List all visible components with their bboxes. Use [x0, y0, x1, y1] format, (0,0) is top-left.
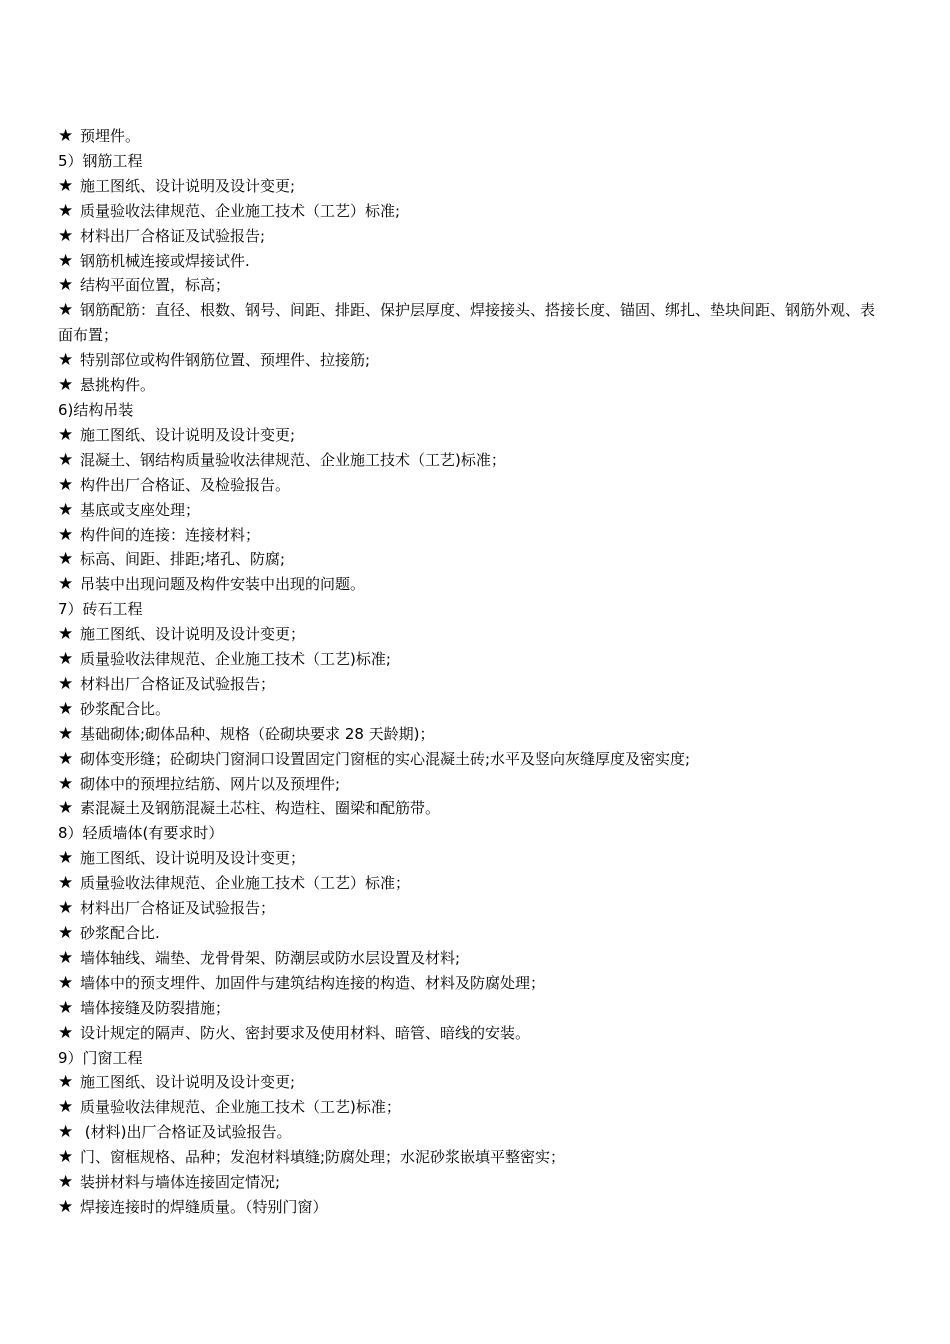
- list-item: [58, 971, 886, 996]
- list-item-text: 砌体中的预埋拉结筋、网片以及预埋件;: [80, 774, 341, 793]
- list-item: [58, 423, 886, 448]
- list-item-text: 砂浆配合比。: [80, 699, 171, 718]
- list-item: [58, 672, 886, 697]
- section-heading: 7）砖石工程: [58, 600, 143, 619]
- list-item-text: 构件间的连接：连接材料；: [80, 525, 261, 544]
- list-item: [58, 921, 886, 946]
- star-bullet-icon: ★: [58, 972, 74, 993]
- star-bullet-icon: ★: [58, 250, 74, 271]
- star-bullet-icon: ★: [58, 723, 74, 744]
- list-item-text: 装拼材料与墙体连接固定情况;: [80, 1173, 281, 1192]
- list-item-text: 施工图纸、设计说明及设计变更;: [80, 425, 296, 444]
- list-item: [58, 448, 886, 473]
- list-item: [58, 747, 886, 772]
- star-bullet-icon: ★: [58, 798, 74, 819]
- star-bullet-icon: ★: [58, 126, 74, 146]
- list-item-text: 墙体轴线、端垫、龙骨骨架、防潮层或防水层设置及材料;: [80, 948, 461, 967]
- star-bullet-icon: ★: [58, 748, 74, 769]
- star-bullet-icon: ★: [58, 200, 74, 221]
- star-bullet-icon: ★: [58, 375, 74, 396]
- document-page: [58, 124, 898, 1220]
- list-item-text: 素混凝土及钢筋混凝土芯柱、构造柱、圈梁和配筋带。: [80, 799, 441, 818]
- star-bullet-icon: ★: [58, 1097, 74, 1118]
- list-item-text: 门、窗框规格、品种；发泡材料填缝;防腐处理；水泥砂浆嵌填平整密实；: [80, 1148, 566, 1167]
- list-item: [58, 523, 886, 548]
- list-item-text: 材料出厂合格证及试验报告;: [80, 226, 266, 245]
- section-heading: 6)结构吊装: [58, 400, 134, 419]
- list-item: [58, 572, 886, 597]
- list-item-text: 施工图纸、设计说明及设计变更;: [80, 1073, 296, 1092]
- section-heading: 8）轻质墙体(有要求时）: [58, 824, 224, 843]
- star-bullet-icon: ★: [58, 673, 74, 694]
- star-bullet-icon: ★: [58, 848, 74, 869]
- star-bullet-icon: ★: [58, 350, 74, 371]
- list-item: [58, 996, 886, 1021]
- list-item-text: 构件出厂合格证、及检验报告。: [80, 475, 291, 494]
- list-item: [58, 224, 886, 249]
- section-heading: 9）门窗工程: [58, 1048, 143, 1067]
- list-item-text: 结构平面位置，标高；: [80, 276, 231, 295]
- list-item-text: 设计规定的隔声、防火、密封要求及使用材料、暗管、暗线的安装。: [80, 1023, 531, 1042]
- list-item: [58, 622, 886, 647]
- list-item: [58, 722, 886, 747]
- star-bullet-icon: ★: [58, 549, 74, 570]
- star-bullet-icon: ★: [58, 773, 74, 794]
- list-item: [58, 1070, 886, 1095]
- list-item-text: 墙体中的预支埋件、加固件与建筑结构连接的构造、材料及防腐处理；: [80, 973, 546, 992]
- list-item: [58, 1145, 886, 1170]
- star-bullet-icon: ★: [58, 947, 74, 968]
- star-bullet-icon: ★: [58, 1072, 74, 1093]
- list-item-text: 基础砌体;砌体品种、规格（砼砌块要求 28 天龄期)；: [80, 724, 435, 743]
- list-item: [58, 946, 886, 971]
- section-heading: 5）钢筋工程: [58, 151, 143, 170]
- list-item-text: 特别部位或构件钢筋位置、预埋件、拉接筋;: [80, 351, 371, 370]
- list-item-text: 质量验收法律规范、企业施工技术（工艺）标准;: [80, 201, 401, 220]
- star-bullet-icon: ★: [58, 1022, 74, 1043]
- star-bullet-icon: ★: [58, 300, 74, 321]
- list-item-text: (材料)出厂合格证及试验报告。: [80, 1123, 292, 1142]
- list-item: [58, 1170, 886, 1195]
- list-item-text: 混凝土、钢结构质量验收法律规范、企业施工技术（工艺)标准；: [80, 450, 506, 469]
- list-item: [58, 124, 886, 149]
- star-bullet-icon: ★: [58, 574, 74, 595]
- list-item-text: 预埋件。: [80, 127, 141, 145]
- star-bullet-icon: ★: [58, 1122, 74, 1143]
- list-item-text: 钢筋配筋：直径、根数、钢号、间距、排距、保护层厚度、焊接接头、搭接长度、锚固、绑扎、垫块间距、钢筋外观、表面布置；: [58, 301, 876, 345]
- star-bullet-icon: ★: [58, 898, 74, 919]
- list-item: [58, 1021, 886, 1046]
- list-item-text: 质量验收法律规范、企业施工技术（工艺)标准;: [80, 650, 391, 669]
- list-item-text: 吊装中出现问题及构件安装中出现的问题。: [80, 575, 366, 594]
- list-item: [58, 498, 886, 523]
- star-bullet-icon: ★: [58, 424, 74, 445]
- list-item: [58, 1195, 886, 1220]
- star-bullet-icon: ★: [58, 698, 74, 719]
- list-item: [58, 846, 886, 871]
- star-bullet-icon: ★: [58, 1172, 74, 1193]
- star-bullet-icon: ★: [58, 175, 74, 196]
- list-item: [58, 348, 886, 373]
- list-item: [58, 772, 886, 797]
- list-item-text: 质量验收法律规范、企业施工技术（工艺)标准；: [80, 1098, 401, 1117]
- star-bullet-icon: ★: [58, 1147, 74, 1168]
- star-bullet-icon: ★: [58, 624, 74, 645]
- star-bullet-icon: ★: [58, 474, 74, 495]
- list-item: [58, 1095, 886, 1120]
- list-item: [58, 298, 886, 348]
- star-bullet-icon: ★: [58, 524, 74, 545]
- list-item-text: 砂浆配合比.: [80, 924, 160, 942]
- list-item-text: 墙体接缝及防裂措施；: [80, 998, 231, 1017]
- list-item: [58, 473, 886, 498]
- list-item: [58, 174, 886, 199]
- list-item: [58, 697, 886, 722]
- list-item-text: 施工图纸、设计说明及设计变更；: [80, 849, 306, 868]
- list-item-text: 质量验收法律规范、企业施工技术（工艺）标准；: [80, 874, 411, 893]
- list-item-text: 砌体变形缝；砼砌块门窗洞口设置固定门窗框的实心混凝土砖;水平及竖向灰缝厚度及密实度;: [80, 749, 691, 768]
- list-item-text: 材料出厂合格证及试验报告；: [80, 674, 276, 693]
- list-item-text: 标高、间距、排距;堵孔、防腐;: [80, 550, 286, 569]
- star-bullet-icon: ★: [58, 275, 74, 296]
- list-item-text: 施工图纸、设计说明及设计变更；: [80, 625, 306, 644]
- list-item-text: 材料出厂合格证及试验报告；: [80, 899, 276, 918]
- star-bullet-icon: ★: [58, 997, 74, 1018]
- list-item: [58, 647, 886, 672]
- star-bullet-icon: ★: [58, 449, 74, 470]
- star-bullet-icon: ★: [58, 873, 74, 894]
- list-item: [58, 373, 886, 398]
- list-item-text: 施工图纸、设计说明及设计变更;: [80, 176, 296, 195]
- list-item: [58, 547, 886, 572]
- star-bullet-icon: ★: [58, 225, 74, 246]
- list-item-text: 焊接连接时的焊缝质量。（特别门窗）: [80, 1197, 328, 1216]
- star-bullet-icon: ★: [58, 1196, 74, 1217]
- list-item-text: 钢筋机械连接或焊接试件.: [80, 251, 250, 270]
- list-item: [58, 199, 886, 224]
- list-item: [58, 249, 886, 274]
- list-item: [58, 273, 886, 298]
- star-bullet-icon: ★: [58, 923, 74, 943]
- list-item: [58, 1120, 886, 1145]
- list-item: [58, 871, 886, 896]
- star-bullet-icon: ★: [58, 649, 74, 670]
- list-item-text: 悬挑构件。: [80, 376, 156, 395]
- list-item-text: 基底或支座处理；: [80, 500, 201, 519]
- list-item: [58, 896, 886, 921]
- list-item: [58, 796, 886, 821]
- star-bullet-icon: ★: [58, 499, 74, 520]
